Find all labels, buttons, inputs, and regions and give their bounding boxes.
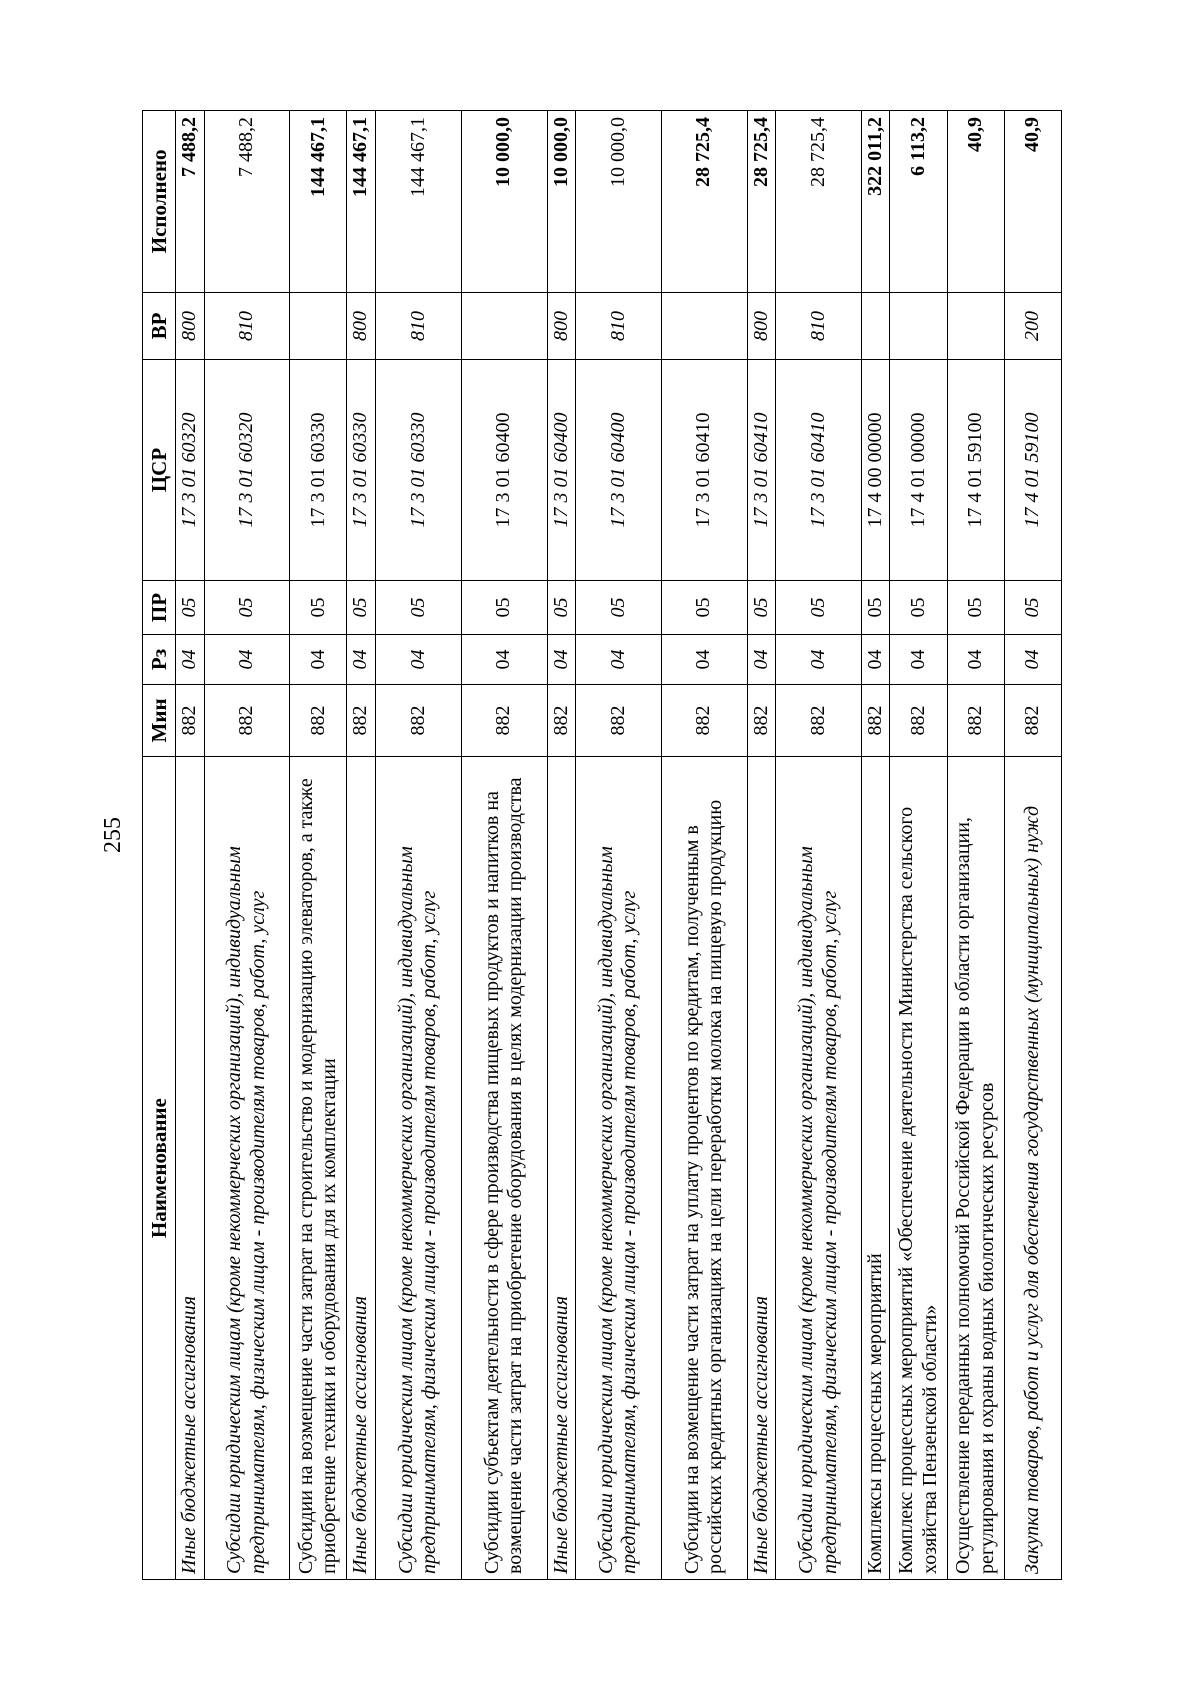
row-csr: 17 4 00 00000 (861, 360, 890, 581)
row-rz: 04 (204, 635, 290, 684)
row-csr: 17 3 01 60330 (347, 360, 376, 581)
table-row (661, 111, 747, 1580)
row-name: Иные бюджетные ассигнования (347, 757, 376, 1580)
row-rz: 04 (861, 635, 890, 684)
row-vr (461, 292, 547, 359)
table-row (776, 111, 862, 1580)
table-row (861, 111, 890, 1580)
row-min: 882 (861, 684, 890, 757)
row-rz: 04 (947, 635, 1004, 684)
row-csr: 17 3 01 60400 (547, 360, 576, 581)
row-pr: 05 (576, 580, 662, 635)
row-rz: 04 (776, 635, 862, 684)
row-pr: 05 (204, 580, 290, 635)
row-vr (861, 292, 890, 359)
row-done: 10 000,0 (576, 111, 662, 293)
row-csr: 17 4 01 00000 (890, 360, 947, 581)
row-done: 40,9 (947, 111, 1004, 293)
row-csr: 17 4 01 59100 (947, 360, 1004, 581)
row-done: 144 467,1 (376, 111, 462, 293)
table-row (347, 111, 376, 1580)
row-csr: 17 3 01 60400 (461, 360, 547, 581)
row-csr: 17 3 01 60330 (376, 360, 462, 581)
row-rz: 04 (661, 635, 747, 684)
row-csr: 17 3 01 60330 (290, 360, 347, 581)
table-row (1004, 111, 1061, 1580)
row-csr: 17 3 01 60400 (576, 360, 662, 581)
row-done: 144 467,1 (347, 111, 376, 293)
row-rz: 04 (376, 635, 462, 684)
table-row (290, 111, 347, 1580)
row-min: 882 (1004, 684, 1061, 757)
row-done: 6 113,2 (890, 111, 947, 293)
row-name: Закупка товаров, работ и услуг для обеспечения государственных (муниципальных) нужд (1004, 757, 1061, 1580)
row-pr: 05 (747, 580, 776, 635)
budget-table (142, 110, 1062, 1580)
row-name: Субсидии юридическим лицам (кроме некоммерческих организаций), индивидуальным предпринимателям, физическим лицам - производителям товаров, работ, услуг (576, 757, 662, 1580)
row-rz: 04 (461, 635, 547, 684)
row-name: Иные бюджетные ассигнования (176, 757, 205, 1580)
row-rz: 04 (290, 635, 347, 684)
row-csr: 17 3 01 60410 (747, 360, 776, 581)
row-csr: 17 3 01 60320 (204, 360, 290, 581)
row-rz: 04 (1004, 635, 1061, 684)
row-min: 882 (376, 684, 462, 757)
row-name: Комплексы процессных мероприятий (861, 757, 890, 1580)
row-pr: 05 (290, 580, 347, 635)
row-min: 882 (204, 684, 290, 757)
header-name: Наименование (143, 757, 176, 1580)
row-min: 882 (776, 684, 862, 757)
row-done: 28 725,4 (661, 111, 747, 293)
row-pr: 05 (661, 580, 747, 635)
row-name: Субсидии на возмещение части затрат на уплату процентов по кредитам, полученным в российских кредитных организациях на цели переработки молока на пищевую продукцию (661, 757, 747, 1580)
row-pr: 05 (947, 580, 1004, 635)
row-min: 882 (461, 684, 547, 757)
row-rz: 04 (890, 635, 947, 684)
row-vr (890, 292, 947, 359)
header-min: Мин (143, 684, 176, 757)
row-name: Иные бюджетные ассигнования (747, 757, 776, 1580)
row-name: Субсидии юридическим лицам (кроме некоммерческих организаций), индивидуальным предпринимателям, физическим лицам - производителям товаров, работ, услуг (204, 757, 290, 1580)
row-min: 882 (547, 684, 576, 757)
row-pr: 05 (376, 580, 462, 635)
row-name: Осуществление переданных полномочий Российской Федерации в области организации, регулирования и охраны водных биологических ресурсов (947, 757, 1004, 1580)
row-done: 144 467,1 (290, 111, 347, 293)
row-csr: 17 3 01 60320 (176, 360, 205, 581)
row-csr: 17 3 01 60410 (661, 360, 747, 581)
row-name: Иные бюджетные ассигнования (547, 757, 576, 1580)
table-row (576, 111, 662, 1580)
header-pr: ПР (143, 580, 176, 635)
row-pr: 05 (347, 580, 376, 635)
table-row (547, 111, 576, 1580)
row-min: 882 (176, 684, 205, 757)
row-rz: 04 (547, 635, 576, 684)
row-min: 882 (347, 684, 376, 757)
row-name: Субсидии на возмещение части затрат на строительство и модернизацию элеваторов, а также приобретение техники и оборудования для их комплектации (290, 757, 347, 1580)
row-pr: 05 (1004, 580, 1061, 635)
page-number: 255 (100, 817, 126, 853)
table-row (376, 111, 462, 1580)
header-rz: Рз (143, 635, 176, 684)
row-vr: 200 (1004, 292, 1061, 359)
row-done: 28 725,4 (776, 111, 862, 293)
row-vr: 810 (376, 292, 462, 359)
row-vr (290, 292, 347, 359)
row-csr: 17 4 01 59100 (1004, 360, 1061, 581)
row-pr: 05 (861, 580, 890, 635)
table-row (947, 111, 1004, 1580)
row-done: 7 488,2 (176, 111, 205, 293)
table-header-row (143, 111, 176, 1580)
row-done: 7 488,2 (204, 111, 290, 293)
row-rz: 04 (347, 635, 376, 684)
row-done: 40,9 (1004, 111, 1061, 293)
row-vr (661, 292, 747, 359)
budget-table-container (142, 110, 1062, 1580)
row-done: 10 000,0 (461, 111, 547, 293)
header-done: Исполнено (143, 111, 176, 293)
row-pr: 05 (547, 580, 576, 635)
row-name: Комплекс процессных мероприятий «Обеспечение деятельности Министерства сельского хозяйства Пензенской области» (890, 757, 947, 1580)
row-min: 882 (947, 684, 1004, 757)
row-min: 882 (290, 684, 347, 757)
row-pr: 05 (176, 580, 205, 635)
row-done: 322 011,2 (861, 111, 890, 293)
row-pr: 05 (776, 580, 862, 635)
row-vr (947, 292, 1004, 359)
row-csr: 17 3 01 60410 (776, 360, 862, 581)
table-row (461, 111, 547, 1580)
row-vr: 800 (547, 292, 576, 359)
table-row (204, 111, 290, 1580)
row-done: 10 000,0 (547, 111, 576, 293)
row-pr: 05 (461, 580, 547, 635)
header-vr: ВР (143, 292, 176, 359)
header-csr: ЦСР (143, 360, 176, 581)
row-rz: 04 (576, 635, 662, 684)
table-row (890, 111, 947, 1580)
row-rz: 04 (176, 635, 205, 684)
row-min: 882 (661, 684, 747, 757)
row-vr: 800 (176, 292, 205, 359)
row-vr: 800 (747, 292, 776, 359)
row-vr: 810 (204, 292, 290, 359)
table-row (747, 111, 776, 1580)
table-row (176, 111, 205, 1580)
row-vr: 800 (347, 292, 376, 359)
row-done: 28 725,4 (747, 111, 776, 293)
row-vr: 810 (776, 292, 862, 359)
row-name: Субсидии субъектам деятельности в сфере производства пищевых продуктов и напитков на возмещение части затрат на приобретение оборудования в целях модернизации производства (461, 757, 547, 1580)
row-min: 882 (576, 684, 662, 757)
row-vr: 810 (576, 292, 662, 359)
row-min: 882 (890, 684, 947, 757)
row-pr: 05 (890, 580, 947, 635)
row-name: Субсидии юридическим лицам (кроме некоммерческих организаций), индивидуальным предпринимателям, физическим лицам - производителям товаров, работ, услуг (376, 757, 462, 1580)
row-rz: 04 (747, 635, 776, 684)
row-min: 882 (747, 684, 776, 757)
row-name: Субсидии юридическим лицам (кроме некоммерческих организаций), индивидуальным предпринимателям, физическим лицам - производителям товаров, работ, услуг (776, 757, 862, 1580)
